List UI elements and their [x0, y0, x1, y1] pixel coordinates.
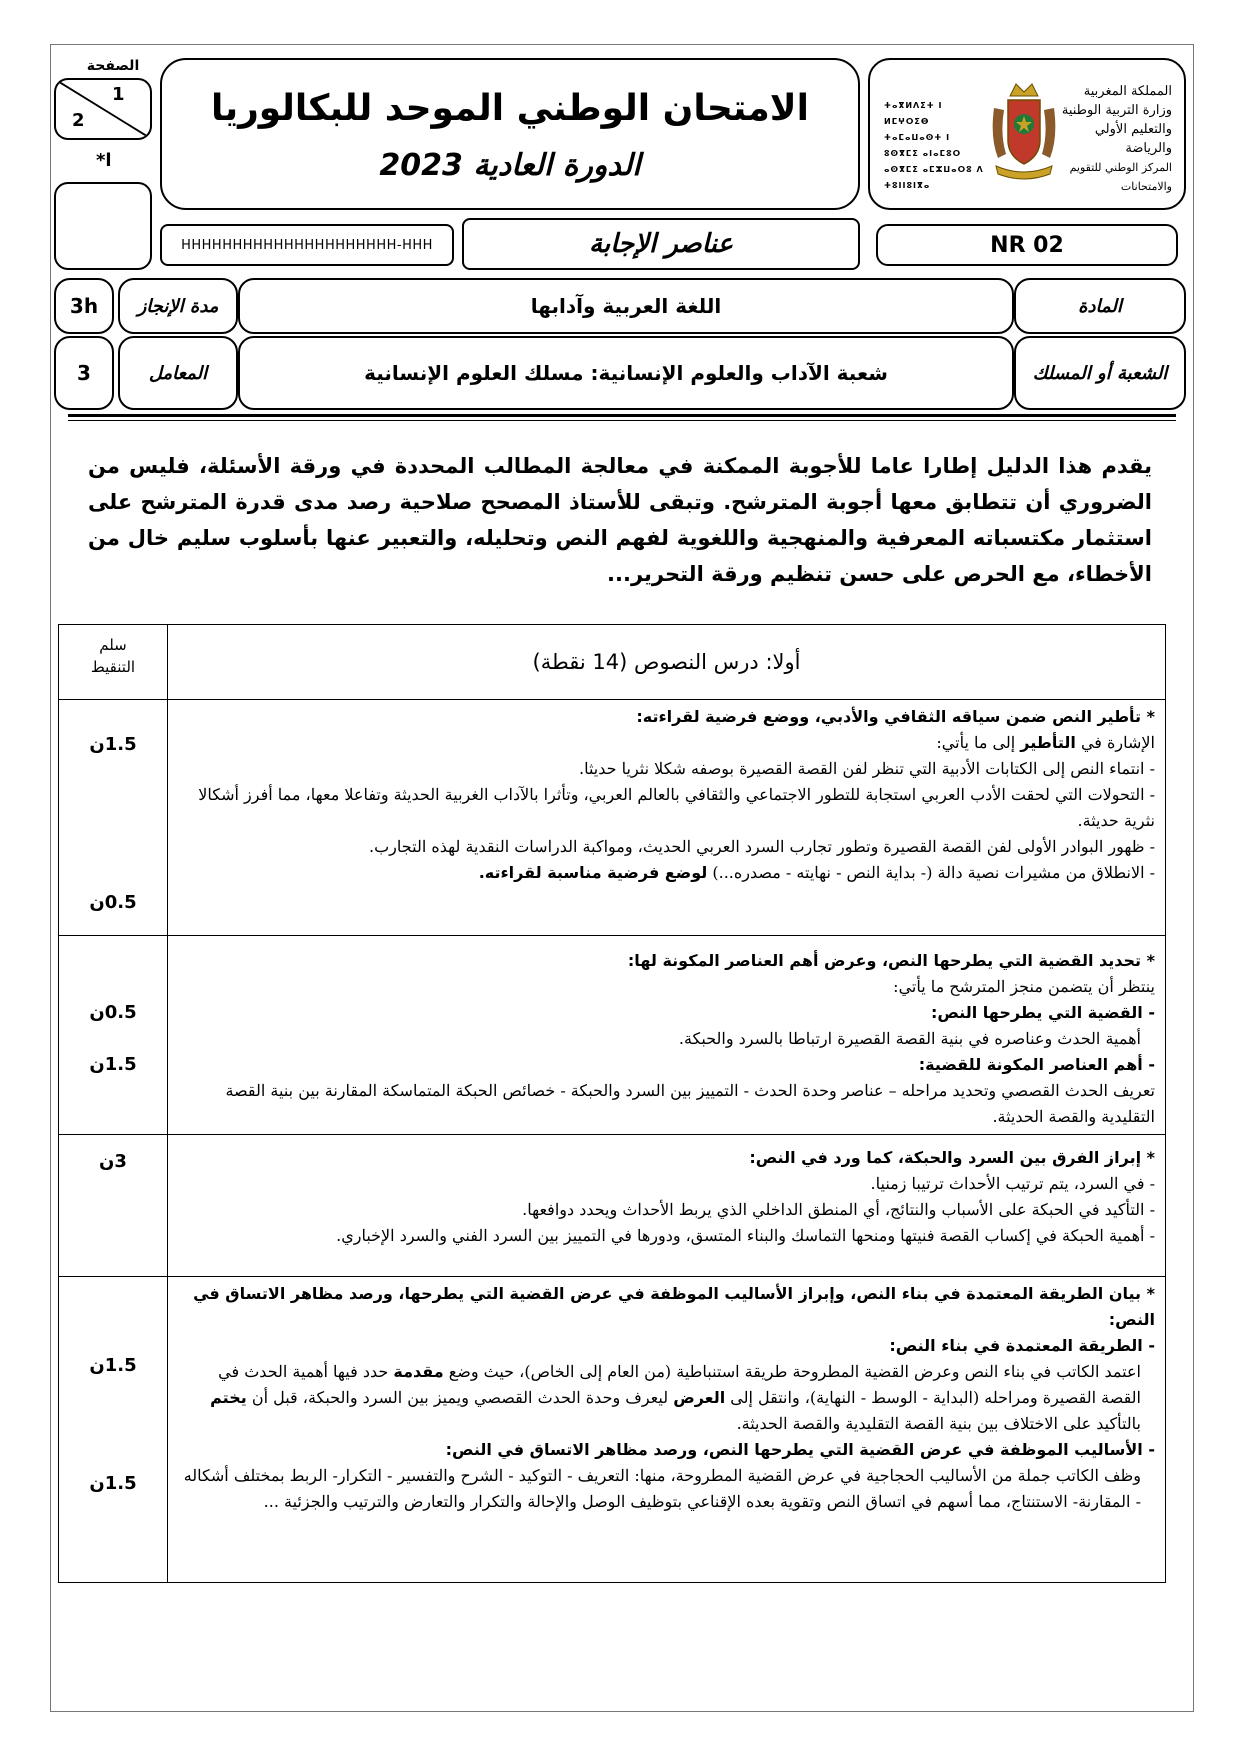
branch-value: شعبة الآداب والعلوم الإنسانية: مسلك العلوم الإنسانية	[238, 336, 1014, 410]
q4-cell	[168, 1277, 1166, 1583]
q1-lead-c: إلى ما يأتي:	[936, 733, 1021, 752]
q3-point: - في السرد، يتم ترتيب الأحداث ترتيبا زمنيا.	[870, 1174, 1155, 1193]
q1-score-cell	[59, 700, 168, 936]
tifinagh-line: ⵜⴰⵎⴰⵡⴰⵙⵜ ⵏ ⵓⵙⴳⵎⵉ ⴰⵏⴰⵎⵓⵔ	[884, 133, 962, 158]
q3-score-cell	[59, 1135, 168, 1277]
duration-label: مدة الإنجاز	[118, 278, 238, 334]
ministry-line: وزارة التربية الوطنية	[1061, 103, 1172, 118]
q1-point: - التحولات التي لحقت الأدب العربي استجابة للتطور الاجتماعي والثقافي بالعالم العربي، وتأثرا بالآداب الغربية الحديثة وتفاعلا معها، مما أفرز أشكالا نثرية حديثة.	[198, 785, 1155, 830]
q1-last-a: - الانطلاق من مشيرات نصية دالة (- بداية النص - نهايته - مصدره...)	[707, 863, 1155, 882]
intro-paragraph: يقدم هذا الدليل إطارا عاما للأجوبة الممكنة في معالجة المطالب المحددة في ورقة الأسئلة، فليس من الضروري أن تتطابق معها أجوبة المترشح. وتبقى للأستاذ المصحح صلاحية رصد مدى قدرة المترشح على استثمار مكتسباته المعرفية والمنهجية واللغوية لفهم النص وتحليله، والتعبير عنها بأسلوب سليم خال من الأخطاء، مع الحرص على حسن تنظيم ورقة التحرير...	[88, 454, 1152, 586]
q4-para1	[178, 1359, 1155, 1437]
q3-score: 3ن	[99, 1151, 127, 1172]
q2-sub2: - أهم العناصر المكونة للقضية:	[918, 1055, 1155, 1074]
q4-para2: وظف الكاتب جملة من الأساليب الحجاجية في عرض القضية المطروحة، منها: التعريف - التوكيد - الشرح والتفسير - التكرار- الربط بمختلف أشكاله - المقارنة- الاستنتاج، مما أسهم في اتساق النص وتقوية بعده الإقناعي بتوظيف الوصل والإحالة والتكرار والتعارض والترتيب والجزئية ...	[183, 1466, 1141, 1511]
q3-title: * إبراز الفرق بين السرد والحبكة، كما ورد في النص:	[749, 1148, 1155, 1167]
q4-p1-bold: يختم	[210, 1388, 247, 1407]
q2-score: 1.5ن	[89, 1054, 137, 1075]
q3-point: - التأكيد في الحبكة على الأسباب والنتائج، أي المنطق الداخلي الذي يربط الأحداث ويحدد دوافعها.	[522, 1200, 1155, 1219]
coef-label: المعامل	[118, 336, 238, 410]
q1-lead-b: التأطير	[1020, 733, 1076, 752]
tifinagh-line: ⴰⵙⴳⵎⵉ ⴰⵎⵣⵡⴰⵔⵓ ⴷ ⵜⵓⵏⵏⵓⵏⴳⴰ	[884, 165, 984, 190]
q1-lead	[178, 730, 1155, 756]
q2-title: * تحديد القضية التي يطرحها النص، وعرض أهم العناصر المكونة لها:	[627, 951, 1155, 970]
ministry-arabic	[1052, 82, 1172, 196]
blank-box	[54, 182, 152, 270]
q4-p1-text: حدد فيها أهمية الحدث في القصة القصيرة ومراحله (البداية - الوسط - النهاية)، وانتقل إلى	[218, 1362, 1141, 1407]
exam-title: الامتحان الوطني الموحد للبكالوريا	[211, 88, 809, 129]
page-divider-line	[56, 80, 150, 138]
score-header-cell	[59, 625, 168, 700]
nr-code: NR 02	[876, 224, 1178, 266]
q2-sub1-text: أهمية الحدث وعناصره في بنية القصة القصيرة ارتباطا بالسرد والحبكة.	[678, 1029, 1141, 1048]
q1-title: * تأطير النص ضمن سياقه الثقافي والأدبي، ووضع فرضية لقراءته:	[636, 707, 1155, 726]
q4-score: 1.5ن	[89, 1355, 137, 1376]
score-header-line: سلم	[99, 636, 127, 654]
q2-cell	[168, 936, 1166, 1135]
tifinagh-line: ⵜⴰⴳⵍⴷⵉⵜ ⵏ ⵍⵎⵖⵔⵉⴱ	[884, 101, 943, 126]
coat-of-arms-icon	[988, 78, 1060, 188]
subject-value: اللغة العربية وآدابها	[238, 278, 1014, 334]
exam-session: الدورة العادية 2023	[379, 148, 641, 183]
ministry-line: المركز الوطني للتقويم والامتحانات	[1069, 161, 1172, 193]
q1-lead-a: الإشارة في	[1075, 733, 1155, 752]
q4-title: * بيان الطريقة المعتمدة في بناء النص، وإبراز الأساليب الموظفة في عرض القضية التي يطرحها، ورصد مظاهر الاتساق في النص:	[193, 1284, 1155, 1329]
coef-value: 3	[54, 336, 114, 410]
subject-label: المادة	[1014, 278, 1186, 334]
q3-point: - أهمية الحبكة في إكساب القصة فنيتها ومنحها التماسك والبناء المتسق، ودورها في التمييز بين السرد الفني والسرد الإخباري.	[336, 1226, 1155, 1245]
q4-sub1: - الطريقة المعتمدة في بناء النص:	[889, 1336, 1155, 1355]
q2-score: 0.5ن	[89, 1002, 137, 1023]
q1-last	[178, 860, 1155, 886]
q1-point: - ظهور البوادر الأولى لفن القصة القصيرة وتطور تجارب السرد العربي الحديث، ومواكبة الدراسات النقدية لهذه التجارب.	[369, 837, 1155, 856]
score-header	[60, 626, 166, 678]
branch-label: الشعبة أو المسلك	[1014, 336, 1186, 410]
duration-value: 3h	[54, 278, 114, 334]
q4-p1-bold: مقدمة	[393, 1362, 444, 1381]
header-separator-thin	[68, 420, 1176, 421]
q4-score: 1.5ن	[89, 1473, 137, 1494]
q2-sub2-text: تعريف الحدث القصصي وتحديد مراحله – عناصر وحدة الحدث - التمييز بين السرد والحبكة - خصائص الحبكة المتماسكة المقارنة بين بنية القصة التقليدية والقصة الحديثة.	[225, 1081, 1155, 1126]
q4-score-cell	[59, 1277, 168, 1583]
answer-table	[58, 624, 1166, 1583]
exam-code: HHHHHHHHHHHHHHHHHHHHH-HHH	[160, 224, 454, 266]
page-total: 2	[72, 110, 85, 131]
section-title-cell	[168, 625, 1166, 700]
q2-lead: ينتظر أن يتضمن منجز المترشح ما يأتي:	[893, 977, 1155, 996]
page-star: *ا	[96, 150, 112, 171]
page-current: 1	[112, 84, 125, 105]
ministry-box	[868, 58, 1186, 210]
ministry-line: المملكة المغربية	[1083, 84, 1172, 99]
page-counter	[54, 78, 152, 140]
score-header-line: التنقيط	[90, 658, 136, 676]
q4-p1-bold: العرض	[673, 1388, 726, 1407]
q1-score: 0.5ن	[89, 892, 137, 913]
q1-cell	[168, 700, 1166, 936]
section-title: أولا: درس النصوص (14 نقطة)	[532, 650, 801, 674]
q4-p1-text: بالتأكيد على الاختلاف بين بنية القصة التقليدية والقصة الحديثة.	[736, 1414, 1141, 1433]
ministry-tifinagh	[884, 98, 984, 194]
q4-p1-text: ليعرف وحدة الحدث القصصي ويميز بين السرد والحبكة، قبل أن	[246, 1388, 674, 1407]
ministry-line: والتعليم الأولي والرياضة	[1094, 122, 1172, 156]
q2-sub1: - القضية التي يطرحها النص:	[930, 1003, 1155, 1022]
q1-last-b: لوضع فرضية مناسبة لقراءته.	[478, 863, 708, 882]
page-label: الصفحة	[86, 58, 140, 74]
q2-score-cell	[59, 936, 168, 1135]
exam-title-box	[160, 58, 860, 210]
answer-elements-title: عناصر الإجابة	[462, 218, 860, 270]
q4-p1-text: اعتمد الكاتب في بناء النص وعرض القضية المطروحة طريقة استنباطية (من العام إلى الخاص)، حيث وضع	[443, 1362, 1141, 1381]
q1-point: - انتماء النص إلى الكتابات الأدبية التي تنظر لفن القصة القصيرة بوصفه شكلا نثريا حديثا.	[579, 759, 1155, 778]
header-separator	[68, 414, 1176, 417]
q1-score: 1.5ن	[89, 734, 137, 755]
q3-cell	[168, 1135, 1166, 1277]
q4-sub2: - الأساليب الموظفة في عرض القضية التي يطرحها النص، ورصد مظاهر الاتساق في النص:	[445, 1440, 1155, 1459]
